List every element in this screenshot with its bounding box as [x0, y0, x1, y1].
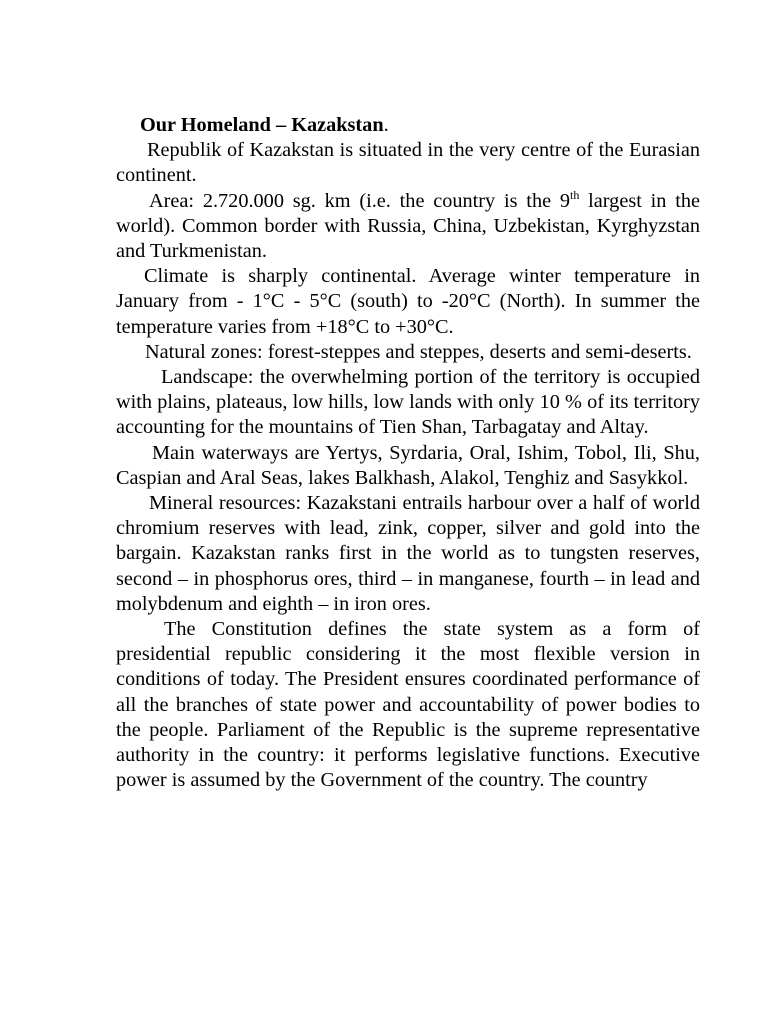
area-text-end: largest in the world). Common border with Russia, China, Uzbekistan, Kyrghyzstan and Turkmenistan.: [116, 189, 700, 263]
paragraph-climate: Climate is sharply continental. Average winter temperature in January from - 1°C - 5°C (south) to -20°C (North). In summer the temperature varies from +18°C to +30°C.: [116, 265, 700, 338]
area-text-start: Area: 2.720.000 sg. km (i.e. the country is the 9: [149, 189, 571, 212]
paragraph-location: Republik of Kazakstan is situated in the very centre of the Eurasian continent.: [116, 139, 700, 187]
paragraph-natural-zones: Natural zones: forest-steppes and steppes, deserts and semi-deserts.: [145, 340, 692, 363]
paragraph-mineral-resources: Mineral resources: Kazakstani entrails harbour over a half of world chromium reserves with lead, zink, copper, silver and gold into the bargain. Kazakstan ranks first in the world as to tungsten reserves, second – in phosphorus ores, third – in manganese, fourth – in lead and molybdenum and eighth – in iron ores.: [116, 492, 700, 615]
paragraph-waterways: Main waterways are Yertys, Syrdaria, Oral, Ishim, Tobol, Ili, Shu, Caspian and Aral Seas, lakes Balkhash, Alakol, Tenghiz and Sasykkol.: [116, 441, 700, 489]
title-period: .: [383, 114, 389, 136]
paragraph-constitution: The Constitution defines the state system as a form of presidential republic considering it the most flexible version in conditions of today. The President ensures coordinated performance of all the branches of state power and accountability of power bodies to the people. Parliament of the Republic is the supreme representative authority in the country: it performs legislative functions. Executive power is assumed by the Government of the country. The country: [116, 618, 700, 792]
paragraph-landscape: Landscape: the overwhelming portion of the territory is occupied with plains, plateaus, low hills, low lands with only 10 % of its territory accounting for the mountains of Tien Shan, Tarbagatay and Altay.: [116, 366, 700, 439]
document-page: [116, 113, 700, 793]
ordinal-superscript: th: [570, 187, 580, 202]
document-title: [116, 113, 700, 138]
paragraph-area: [116, 189, 700, 265]
title-bold-text: Our Homeland – Kazakstan: [140, 114, 384, 136]
